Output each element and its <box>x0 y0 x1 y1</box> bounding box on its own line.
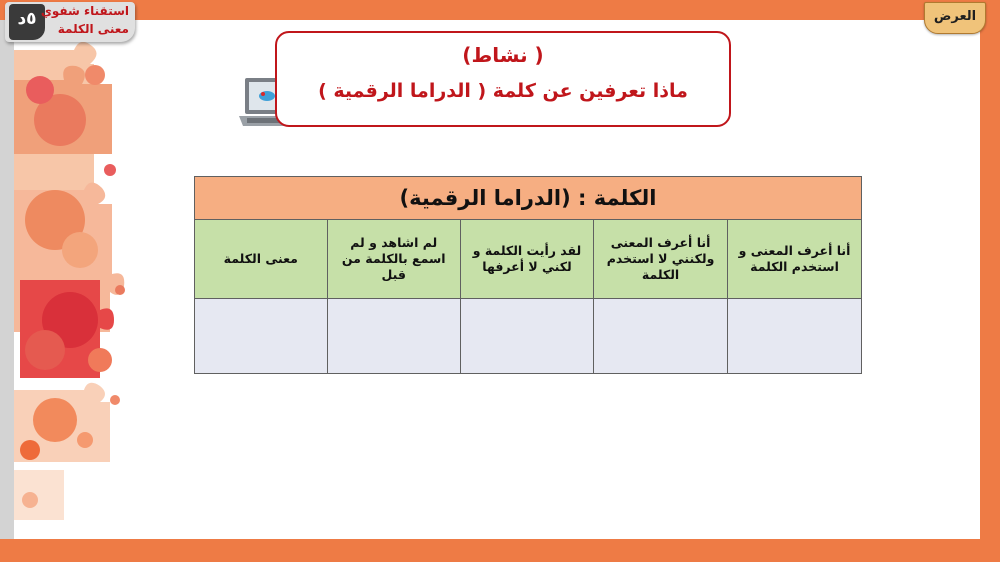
column-meaning: معنى الكلمة <box>195 220 328 299</box>
frame-right-bar <box>980 0 1000 562</box>
lesson-label <box>5 2 135 42</box>
column-never-seen: لم اشاهد و لم اسمع بالكلمة من قبل <box>327 220 460 299</box>
lesson-number: ٥د <box>9 4 45 40</box>
column-know-not-use: أنا أعرف المعنى ولكنني لا استخدم الكلمة <box>594 220 728 299</box>
word-knowledge-table <box>194 176 862 374</box>
frame-bottom-bar <box>0 539 1000 562</box>
activity-box <box>275 31 731 127</box>
lesson-label-line2: معنى الكلمة <box>57 22 129 36</box>
answer-cell-meaning[interactable] <box>195 299 328 374</box>
slide-canvas <box>0 20 980 539</box>
table-column-row <box>195 220 862 299</box>
answer-cell-know-not-use[interactable] <box>594 299 728 374</box>
puzzle-decoration <box>0 20 160 539</box>
answer-cell-never-seen[interactable] <box>327 299 460 374</box>
table-header: الكلمة : (الدراما الرقمية) <box>195 177 862 220</box>
activity-title: ( نشاط) <box>462 43 544 67</box>
column-know-and-use: أنا أعرف المعنى و استخدم الكلمة <box>728 220 862 299</box>
answer-cell-know-and-use[interactable] <box>728 299 862 374</box>
table-answer-row <box>195 299 862 374</box>
column-seen-not-known: لقد رأيت الكلمة و لكني لا أعرفها <box>460 220 593 299</box>
activity-question: ماذا تعرفين عن كلمة ( الدراما الرقمية ) <box>318 80 688 102</box>
present-button[interactable]: العرض <box>924 2 986 34</box>
lesson-label-line1: استقناء شفوي <box>40 4 129 18</box>
answer-cell-seen-not-known[interactable] <box>460 299 593 374</box>
